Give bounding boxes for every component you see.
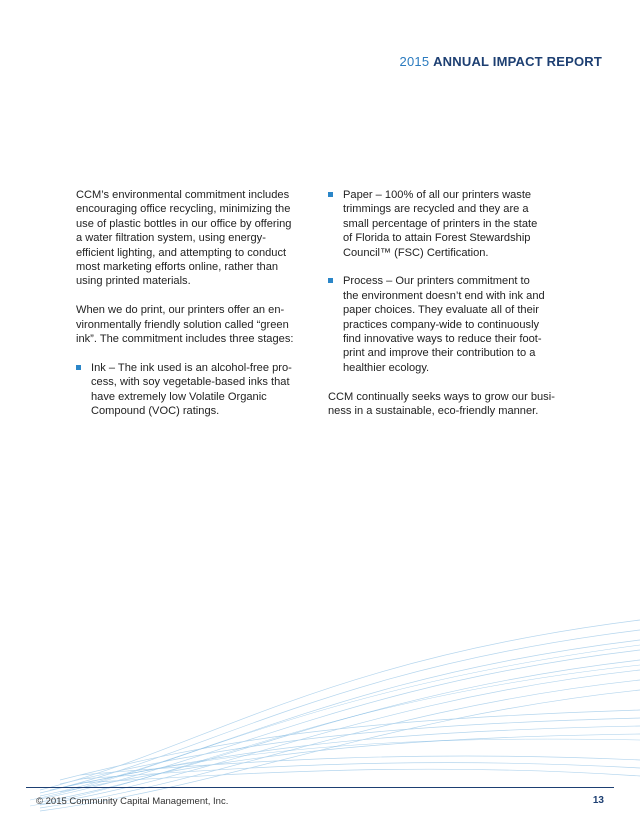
- page-number: 13: [592, 795, 604, 806]
- text-line: paper choices. They evaluate all of their: [343, 304, 539, 317]
- text-line: of Florida to attain Forest Stewardship: [343, 232, 531, 245]
- text-line: ink”. The commitment includes three stages:: [76, 333, 294, 346]
- text-line: Council™ (FSC) Certification.: [343, 246, 489, 259]
- text-line: Ink – The ink used is an alcohol-free pro-: [91, 361, 292, 374]
- text-line: use of plastic bottles in our office by offering: [76, 217, 292, 230]
- text-line: print and improve their contribution to a: [343, 347, 536, 360]
- text-line: most marketing efforts online, rather than: [76, 261, 279, 274]
- bullet-square-icon: [328, 192, 333, 197]
- header-year: 2015: [399, 54, 430, 69]
- right-column: [328, 188, 568, 433]
- left-column: [76, 188, 308, 433]
- decorative-wave-graphic: [0, 600, 640, 828]
- bullet-paper: [328, 188, 568, 260]
- paragraph-commitment: [76, 188, 308, 289]
- footer-divider: [26, 787, 614, 788]
- bullet-square-icon: [328, 278, 333, 283]
- text-line: trimmings are recycled and they are a: [343, 203, 529, 216]
- bullet-square-icon: [76, 365, 81, 370]
- text-line: ness in a sustainable, eco-friendly manner.: [328, 405, 539, 418]
- text-line: Compound (VOC) ratings.: [91, 405, 220, 418]
- text-line: small percentage of printers in the state: [343, 217, 538, 230]
- text-line: have extremely low Volatile Organic: [91, 390, 267, 403]
- text-line: CCM’s environmental commitment includes: [76, 189, 290, 201]
- text-line: efficient lighting, and attempting to conduct: [76, 246, 287, 259]
- text-line: the environment doesn’t end with ink and: [343, 289, 545, 302]
- text-line: using printed materials.: [76, 275, 191, 288]
- paragraph-green-ink: [76, 303, 308, 346]
- bullet-ink: [76, 361, 308, 419]
- footer-copyright: © 2015 Community Capital Management, Inc.: [36, 796, 229, 807]
- text-line: When we do print, our printers offer an en-: [76, 304, 285, 317]
- paragraph-closing: [328, 390, 568, 419]
- text-line: Paper – 100% of all our printers waste: [343, 189, 532, 201]
- text-line: cess, with soy vegetable-based inks that: [91, 376, 290, 389]
- text-line: vironmentally friendly solution called “green: [76, 318, 289, 331]
- text-line: practices company-wide to continuously: [343, 318, 540, 331]
- text-line: a water filtration system, using energy-: [76, 232, 266, 245]
- header-title: ANNUAL IMPACT REPORT: [433, 54, 602, 69]
- bullet-process: [328, 274, 568, 375]
- report-header: [400, 54, 602, 69]
- text-line: CCM continually seeks ways to grow our busi-: [328, 390, 555, 403]
- text-line: Process – Our printers commitment to: [343, 275, 530, 288]
- text-line: encouraging office recycling, minimizing the: [76, 203, 291, 216]
- text-line: healthier ecology.: [343, 361, 430, 374]
- text-line: find innovative ways to reduce their foot-: [343, 333, 542, 346]
